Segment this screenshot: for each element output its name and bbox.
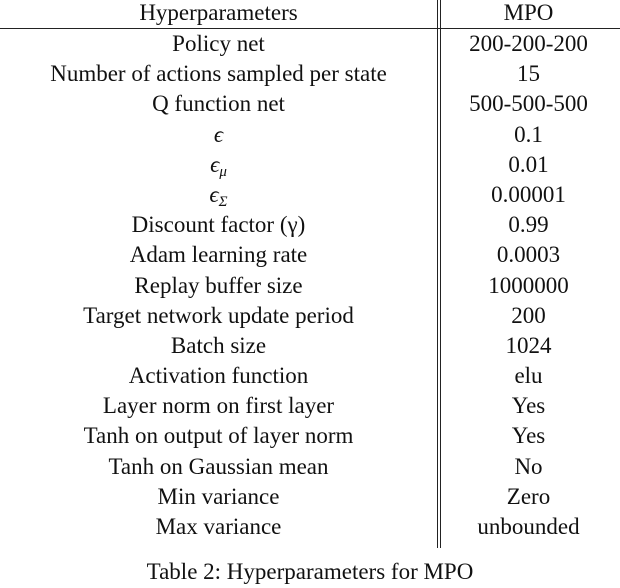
param-value: 0.00001 <box>491 181 566 207</box>
table-row <box>0 452 620 482</box>
table-row <box>0 361 620 391</box>
param-name: Replay buffer size <box>134 272 303 298</box>
table-row <box>0 421 620 451</box>
param-value: 200-200-200 <box>469 31 588 56</box>
param-value: 1000000 <box>488 272 569 298</box>
param-symbol: ϵ <box>213 121 224 147</box>
param-subscript: μ <box>219 163 227 180</box>
table-row <box>0 89 620 119</box>
param-value: 0.99 <box>508 212 549 238</box>
param-value: 500-500-500 <box>469 91 588 117</box>
table-row <box>0 482 620 512</box>
param-name: Number of actions sampled per state <box>50 61 387 87</box>
table-caption: Table 2: Hyperparameters for MPO <box>146 559 474 584</box>
param-symbol: ϵ <box>209 181 219 207</box>
param-name <box>0 120 437 150</box>
param-name: Discount factor (γ) <box>131 212 306 238</box>
param-name: Max variance <box>155 514 282 539</box>
param-value: elu <box>514 363 543 389</box>
param-value: Zero <box>506 483 551 509</box>
param-name: Min variance <box>157 483 280 509</box>
param-name: Activation function <box>128 363 309 389</box>
param-subscript: Σ <box>218 193 228 210</box>
param-name: Policy net <box>172 31 265 56</box>
table-row <box>0 150 620 180</box>
header-hyperparameters: Hyperparameters <box>139 0 298 25</box>
param-name: Adam learning rate <box>129 242 308 268</box>
table-row <box>0 331 620 361</box>
param-name <box>0 150 437 180</box>
param-name: Batch size <box>170 332 267 358</box>
header-mpo: MPO <box>503 0 554 25</box>
param-value: unbounded <box>477 514 580 539</box>
param-name: Tanh on Gaussian mean <box>108 453 329 479</box>
param-value: 0.01 <box>508 151 549 177</box>
param-value: Yes <box>511 393 546 419</box>
table-row <box>0 271 620 301</box>
param-value: Yes <box>511 423 546 449</box>
table-row <box>0 512 620 542</box>
param-symbol: ϵ <box>210 151 220 177</box>
table-row <box>0 120 620 150</box>
table-row <box>0 301 620 331</box>
table-row <box>0 210 620 240</box>
table-row <box>0 391 620 421</box>
table-row <box>0 240 620 270</box>
param-value: 0.1 <box>514 121 543 147</box>
double-column-divider <box>437 0 441 548</box>
param-name: Q function net <box>152 91 285 117</box>
table-header-row <box>0 0 620 29</box>
param-name <box>0 180 437 210</box>
param-value: No <box>514 453 543 479</box>
param-name: Target network update period <box>83 302 354 328</box>
param-value: 200 <box>511 302 546 328</box>
table-row <box>0 59 620 89</box>
table-row <box>0 180 620 210</box>
param-value: 1024 <box>505 332 552 358</box>
param-name: Layer norm on first layer <box>102 393 335 419</box>
param-value: 15 <box>517 61 540 87</box>
table-row <box>0 29 620 59</box>
param-value: 0.0003 <box>496 242 561 268</box>
param-name: Tanh on output of layer norm <box>83 423 354 449</box>
